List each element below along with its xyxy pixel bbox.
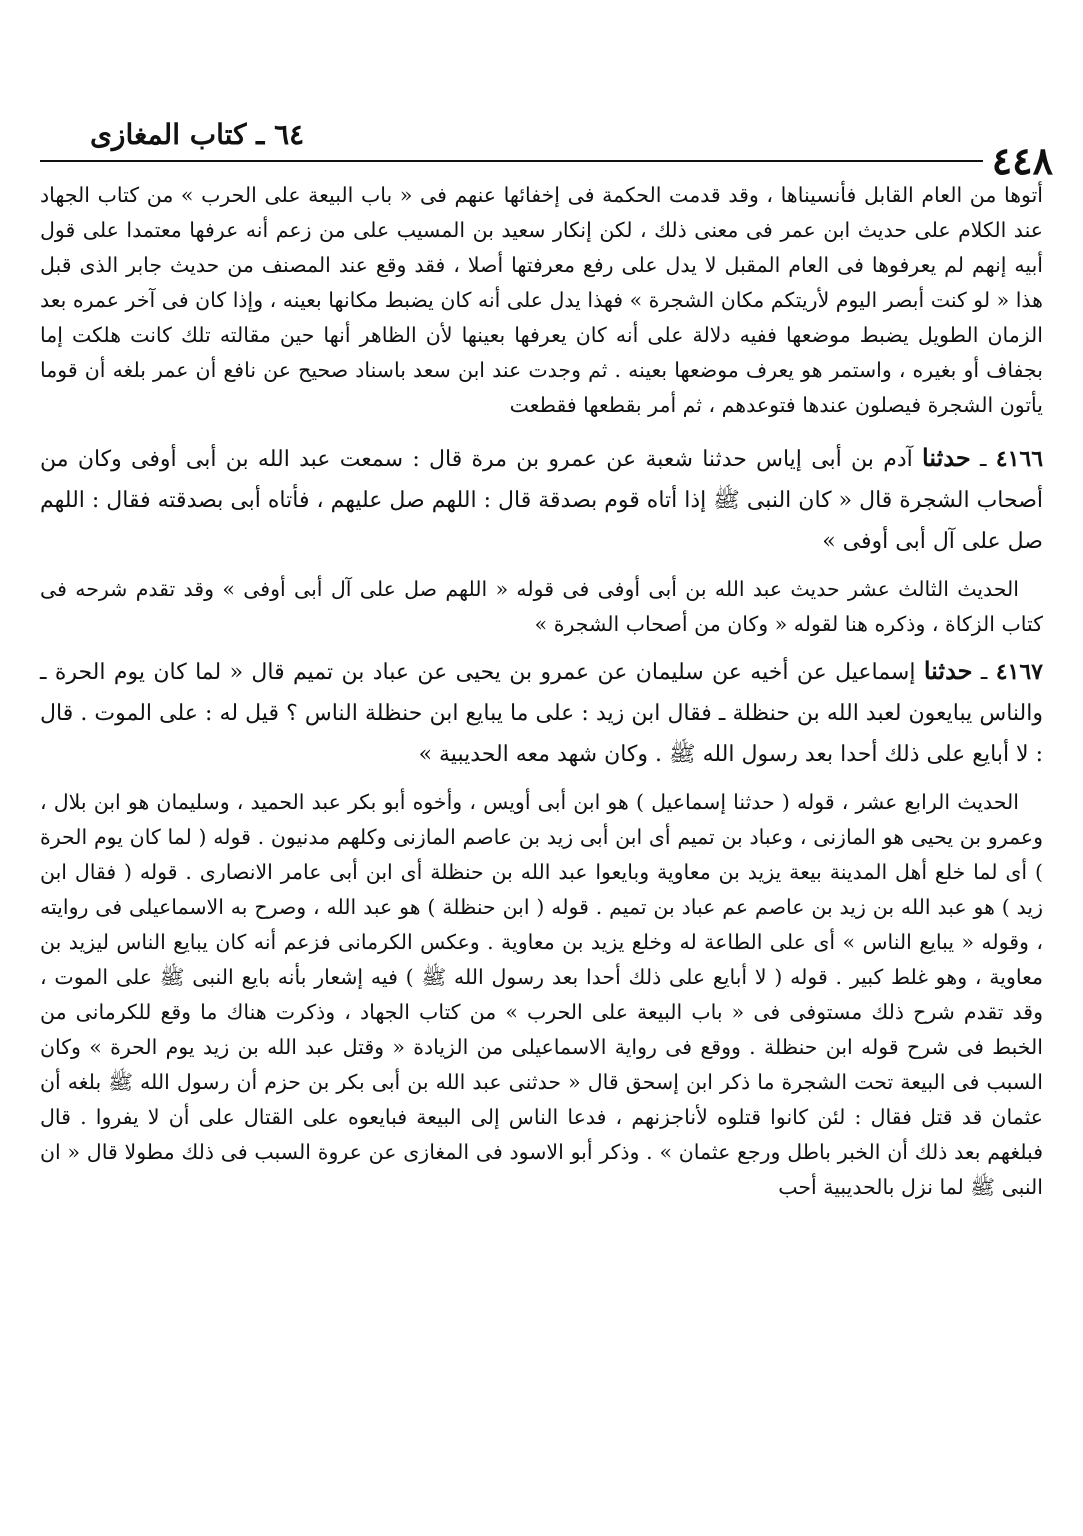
page-body: [40, 178, 1043, 1213]
commentary-paragraph: [40, 785, 1043, 1205]
header-rule: [40, 160, 983, 162]
hadith-keyword: حدثنا: [923, 656, 973, 685]
page-header: [40, 110, 1053, 183]
hadith-number: ٤١٦٧: [995, 659, 1043, 685]
chapter-title: ٦٤ ـ كتاب المغازى: [90, 118, 305, 151]
hadith-paragraph: ٤١٦٧ ـ حدثنا إسماعيل عن أخيه عن سليمان عن عمرو بن يحيى عن عباد بن تميم قال « لما كان يوم الحرة ـ والناس يبايعون لعبد الله بن حنظلة ـ فقال ابن زيد : على ما يبايع ابن حنظلة الناس ؟ قيل له : على الموت . قال : لا أبايع على ذلك أحدا بعد رسول الله ﷺ . وكان شهد معه الحديبية »: [40, 656, 1043, 767]
hadith-text: آدم بن أبى إياس حدثنا شعبة عن عمرو بن مرة قال : سمعت عبد الله بن أبى أوفى وكان من أصحاب الشجرة قال « كان النبى ﷺ إذا أتاه قوم بصدقة قال : اللهم صل عليهم ، فأتاه أبى بصدقته فقال : اللهم صل على آل أبى أوفى »: [40, 447, 1043, 554]
hadith-keyword: حدثنا: [922, 443, 971, 472]
hadith-paragraph: ٤١٦٦ ـ حدثنا آدم بن أبى إياس حدثنا شعبة عن عمرو بن مرة قال : سمعت عبد الله بن أبى أوفى وكان من أصحاب الشجرة قال « كان النبى ﷺ إذا أتاه قوم بصدقة قال : اللهم صل عليهم ، فأتاه أبى بصدقته فقال : اللهم صل على آل أبى أوفى »: [40, 443, 1044, 554]
paragraph-text: الحديث الثالث عشر حديث عبد الله بن أبى أوفى فى قوله « اللهم صل على آل أبى أوفى » وقد تقدم شرحه فى كتاب الزكاة ، وذكره هنا لقوله « وكان من أصحاب الشجرة »: [40, 577, 1043, 636]
paragraph-text: الحديث الرابع عشر ، قوله ( حدثنا إسماعيل ) هو ابن أبى أويس ، وأخوه أبو بكر عبد الحميد ، وسليمان هو ابن بلال ، وعمرو بن يحيى هو المازنى ، وعباد بن تميم أى ابن أبى زيد بن عاصم المازنى وكلهم مدنيون . قوله ( لما كان يوم الحرة ) أى لما خلع أهل المدينة بيعة يزيد بن معاوية وبايعوا عبد الله بن حنظلة أى ابن أبى عامر الانصارى . قوله ( فقال ابن زيد ) هو عبد الله بن زيد بن عاصم عم عباد بن تميم . قوله ( ابن حنظلة ) هو عبد الله ، وصرح به الاسماعيلى فى روايته ، وقوله « يبايع الناس » أى على الطاعة له وخلع يزيد بن معاوية . وعكس الكرمانى فزعم أنه كان يبايع الناس ليزيد بن معاوية ، وهو غلط كبير . قوله ( لا أبايع على ذلك أحدا بعد رسول الله ﷺ ) فيه إشعار بأنه بايع النبى ﷺ على الموت ، وقد تقدم شرح ذلك مستوفى فى « باب البيعة على الحرب » من كتاب الجهاد ، وذكرت هناك ما وقع للكرمانى من الخبط فى شرح قوله ابن حنظلة . ووقع فى رواية الاسماعيلى من الزيادة « وقتل عبد الله بن زيد يوم الحرة » وكان السبب فى البيعة تحت الشجرة ما ذكر ابن إسحق قال « حدثنى عبد الله بن أبى بكر بن حزم أن رسول الله ﷺ بلغه أن عثمان قد قتل فقال : لئن كانوا قتلوه لأناجزنهم ، فدعا الناس إلى البيعة فبايعوه على القتال على أن لا يفروا . قال فبلغهم بعد ذلك أن الخبر باطل ورجع عثمان » . وذكر أبو الاسود فى المغازى عن عروة السبب فى ذلك مطولا قال « ان النبى ﷺ لما نزل بالحديبية أحب: [40, 790, 1043, 1199]
commentary-paragraph: [40, 572, 1043, 642]
hadith-text: إسماعيل عن أخيه عن سليمان عن عمرو بن يحيى عن عباد بن تميم قال « لما كان يوم الحرة ـ والناس يبايعون لعبد الله بن حنظلة ـ فقال ابن زيد : على ما يبايع ابن حنظلة الناس ؟ قيل له : على الموت . قال : لا أبايع على ذلك أحدا بعد رسول الله ﷺ . وكان شهد معه الحديبية »: [40, 660, 1043, 767]
hadith-number: ٤١٦٦: [995, 446, 1044, 472]
paragraph-text: أتوها من العام القابل فأنسيناها ، وقد قدمت الحكمة فى إخفائها عنهم فى « باب البيعة على الحرب » من كتاب الجهاد عند الكلام على حديث ابن عمر فى معنى ذلك ، لكن إنكار سعيد بن المسيب على من زعم أنه عرفها معتمدا على قول أبيه إنهم لم يعرفوها فى العام المقبل لا يدل على رفع معرفتها أصلا ، فقد وقع عند المصنف من حديث جابر الذى قبل هذا « لو كنت أبصر اليوم لأريتكم مكان الشجرة » فهذا يدل على أنه كان يضبط مكانها بعينه ، وإذا كان فى آخر عمره بعد الزمان الطويل يضبط موضعها ففيه دلالة على أنه كان يعرفها بعينها لأن الظاهر أنها حين مقالته تلك كانت هلكت إما بجفاف أو بغيره ، واستمر هو يعرف موضعها بعينه . ثم وجدت عند ابن سعد باسناد صحيح عن نافع أن عمر بلغه أن قوما يأتون الشجرة فيصلون عندها فتوعدهم ، ثم أمر بقطعها فقطعت: [40, 183, 1043, 417]
page-number: ٤٤٨: [991, 138, 1053, 183]
commentary-paragraph: [40, 178, 1043, 423]
